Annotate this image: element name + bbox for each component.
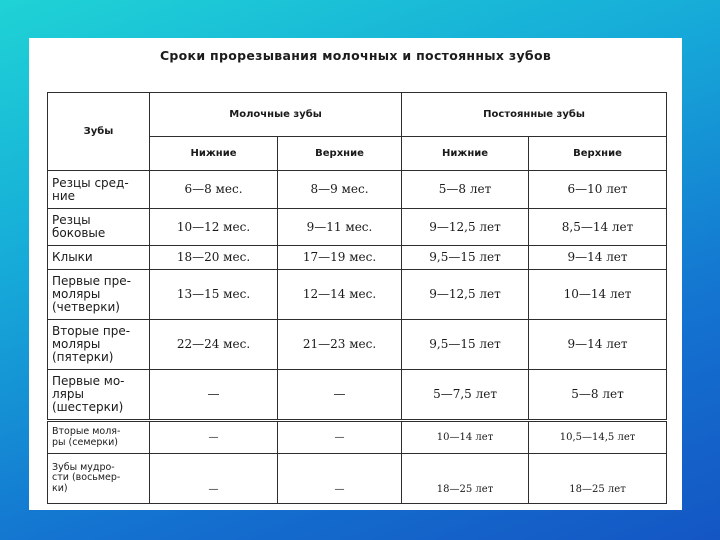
perm-upper-cell: 8,5—14 лет <box>529 209 667 246</box>
table-body <box>48 171 667 504</box>
table-row <box>48 209 667 246</box>
milk-lower-cell: 13—15 мес. <box>150 270 278 320</box>
eruption-table <box>47 92 667 504</box>
header-milk-lower: Нижние <box>150 137 278 171</box>
perm-lower-cell: 9—12,5 лет <box>402 209 529 246</box>
perm-upper-cell: 10,5—14,5 лет <box>529 421 667 454</box>
tooth-name-cell: Клыки <box>48 246 150 270</box>
tooth-name-cell: Резцы боковые <box>48 209 150 246</box>
table-row <box>48 171 667 209</box>
milk-lower-cell: 22—24 мес. <box>150 320 278 370</box>
milk-upper-cell: 9—11 мес. <box>278 209 402 246</box>
table-row <box>48 454 667 504</box>
table-row <box>48 246 667 270</box>
milk-lower-cell: — <box>150 370 278 421</box>
perm-upper-cell: 9—14 лет <box>529 320 667 370</box>
header-milk-teeth: Молочные зубы <box>150 93 402 137</box>
perm-upper-cell: 10—14 лет <box>529 270 667 320</box>
perm-upper-cell: 9—14 лет <box>529 246 667 270</box>
table-row <box>48 320 667 370</box>
perm-lower-cell: 5—7,5 лет <box>402 370 529 421</box>
milk-lower-cell: 6—8 мес. <box>150 171 278 209</box>
milk-lower-cell: 10—12 мес. <box>150 209 278 246</box>
table-row <box>48 270 667 320</box>
perm-lower-cell: 9,5—15 лет <box>402 246 529 270</box>
perm-lower-cell: 10—14 лет <box>402 421 529 454</box>
table-row <box>48 421 667 454</box>
milk-lower-cell: — <box>150 421 278 454</box>
perm-lower-cell: 9,5—15 лет <box>402 320 529 370</box>
perm-upper-cell: 5—8 лет <box>529 370 667 421</box>
milk-upper-cell: 8—9 мес. <box>278 171 402 209</box>
milk-lower-cell: — <box>150 454 278 504</box>
header-row-top <box>48 93 667 137</box>
tooth-name-cell: Вторые моля- ры (семерки) <box>48 421 150 454</box>
perm-lower-cell: 9—12,5 лет <box>402 270 529 320</box>
milk-upper-cell: — <box>278 421 402 454</box>
milk-upper-cell: — <box>278 454 402 504</box>
header-teeth: Зубы <box>48 93 150 171</box>
header-perm-lower: Нижние <box>402 137 529 171</box>
milk-upper-cell: — <box>278 370 402 421</box>
header-perm-upper: Верхние <box>529 137 667 171</box>
header-milk-upper: Верхние <box>278 137 402 171</box>
tooth-name-cell: Первые пре- моляры (четверки) <box>48 270 150 320</box>
tooth-name-cell: Зубы мудро- сти (восьмер- ки) <box>48 454 150 504</box>
tooth-name-cell: Резцы сред- ние <box>48 171 150 209</box>
perm-upper-cell: 18—25 лет <box>529 454 667 504</box>
header-permanent-teeth: Постоянные зубы <box>402 93 667 137</box>
document-sheet <box>29 38 682 510</box>
milk-upper-cell: 21—23 мес. <box>278 320 402 370</box>
tooth-name-cell: Вторые пре- моляры (пятерки) <box>48 320 150 370</box>
milk-upper-cell: 12—14 мес. <box>278 270 402 320</box>
milk-upper-cell: 17—19 мес. <box>278 246 402 270</box>
table-title: Сроки прорезывания молочных и постоянных зубов <box>159 48 552 63</box>
tooth-name-cell: Первые мо- ляры (шестерки) <box>48 370 150 421</box>
perm-lower-cell: 5—8 лет <box>402 171 529 209</box>
perm-lower-cell: 18—25 лет <box>402 454 529 504</box>
table-row <box>48 370 667 421</box>
milk-lower-cell: 18—20 мес. <box>150 246 278 270</box>
perm-upper-cell: 6—10 лет <box>529 171 667 209</box>
